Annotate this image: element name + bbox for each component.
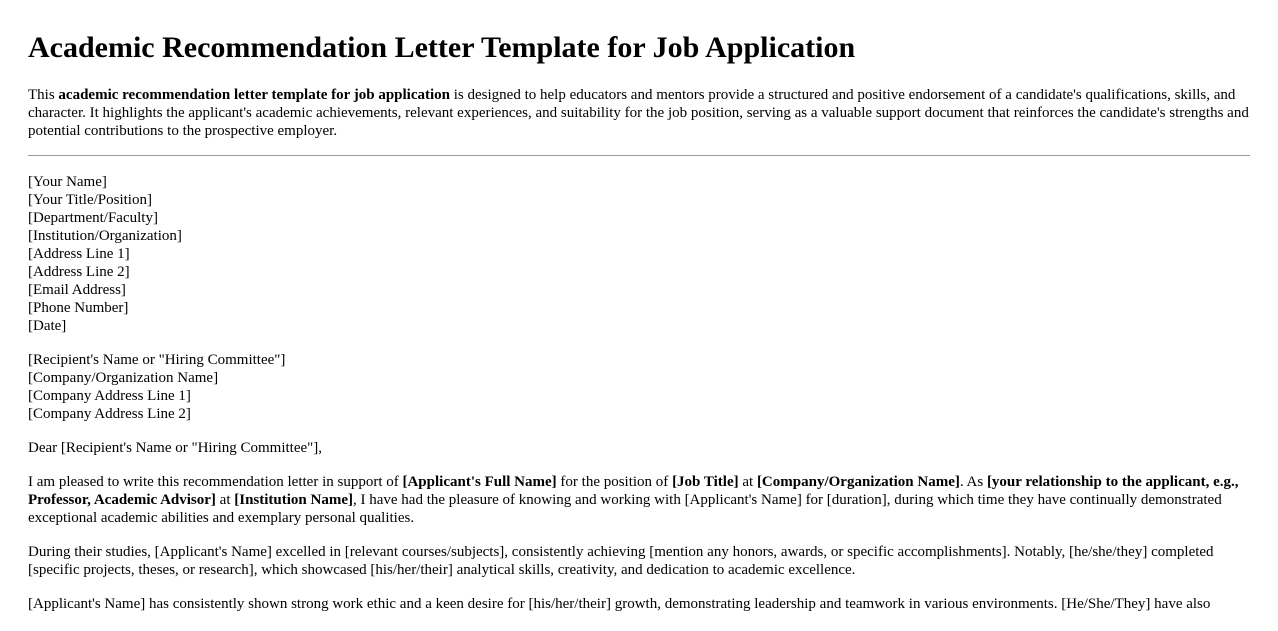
p1-text-5: at	[215, 492, 235, 508]
p1-text-4: . As	[959, 474, 987, 490]
p1-institution-name: [Institution Name]	[234, 492, 353, 508]
p1-text-6: , I have had the pleasure of knowing and working with [Applicant's Name] for [duration], during which time they have continually demonstrated exceptional academic abilities and exemplary personal qualities.	[28, 492, 1222, 526]
recipient-address-line-2: [Company Address Line 2]	[28, 406, 191, 422]
recipient-address-line-1: [Company Address Line 1]	[28, 388, 191, 404]
p1-relationship: [your relationship to the applicant, e.g., Professor, Academic Advisor]	[28, 474, 1239, 508]
page-title: Academic Recommendation Letter Template for Job Application	[28, 31, 856, 64]
sender-title: [Your Title/Position]	[28, 192, 152, 208]
salutation: Dear [Recipient's Name or "Hiring Committee"],	[28, 440, 323, 456]
p1-text-3: at	[738, 474, 757, 490]
sender-phone: [Phone Number]	[28, 300, 129, 316]
sender-name: [Your Name]	[28, 174, 107, 190]
intro-rest: is designed to help educators and mentors provide a structured and positive endorsement of a candidate's qualifications, skills, and character. It highlights the applicant's academic achievements, relevant experiences, and suitability for the job position, serving as a valuable support document that reinforces the candidate's strengths and potential contributions to the prospective employer.	[28, 87, 1249, 139]
body-paragraph-2: During their studies, [Applicant's Name] excelled in [relevant courses/subjects], consistently achieving [mention any honors, awards, or specific accomplishments]. Notably, [he/she/they] completed [specific projects, theses, or research], which showcased [his/her/their] analytical skills, creativity, and dedication to academic excellence.	[28, 544, 1214, 578]
sender-date: [Date]	[28, 318, 67, 334]
sender-institution: [Institution/Organization]	[28, 228, 182, 244]
recipient-name: [Recipient's Name or "Hiring Committee"]	[28, 352, 286, 368]
document-page	[0, 30, 1278, 613]
p1-text-2: for the position of	[556, 474, 673, 490]
section-divider	[28, 155, 1250, 156]
p1-applicant-name: [Applicant's Full Name]	[402, 474, 557, 490]
recipient-company: [Company/Organization Name]	[28, 370, 219, 386]
p1-text-1: I am pleased to write this recommendation letter in support of	[28, 474, 403, 490]
body-paragraph-3: [Applicant's Name] has consistently shown strong work ethic and a keen desire for [his/her/their] growth, demonstrating leadership and teamwork in various environments. [He/She/They] have also	[28, 596, 1211, 612]
sender-address-line-2: [Address Line 2]	[28, 264, 130, 280]
intro-lead: This	[28, 87, 59, 103]
body-paragraph-1	[28, 473, 1250, 527]
intro-paragraph	[28, 86, 1250, 140]
intro-bold-phrase: academic recommendation letter template for job application	[58, 87, 451, 103]
sender-address-line-1: [Address Line 1]	[28, 246, 130, 262]
sender-department: [Department/Faculty]	[28, 210, 158, 226]
recipient-block	[28, 351, 1250, 423]
sender-email: [Email Address]	[28, 282, 126, 298]
sender-block	[28, 173, 1250, 335]
p1-job-title: [Job Title]	[672, 474, 739, 490]
p1-company-name: [Company/Organization Name]	[756, 474, 960, 490]
